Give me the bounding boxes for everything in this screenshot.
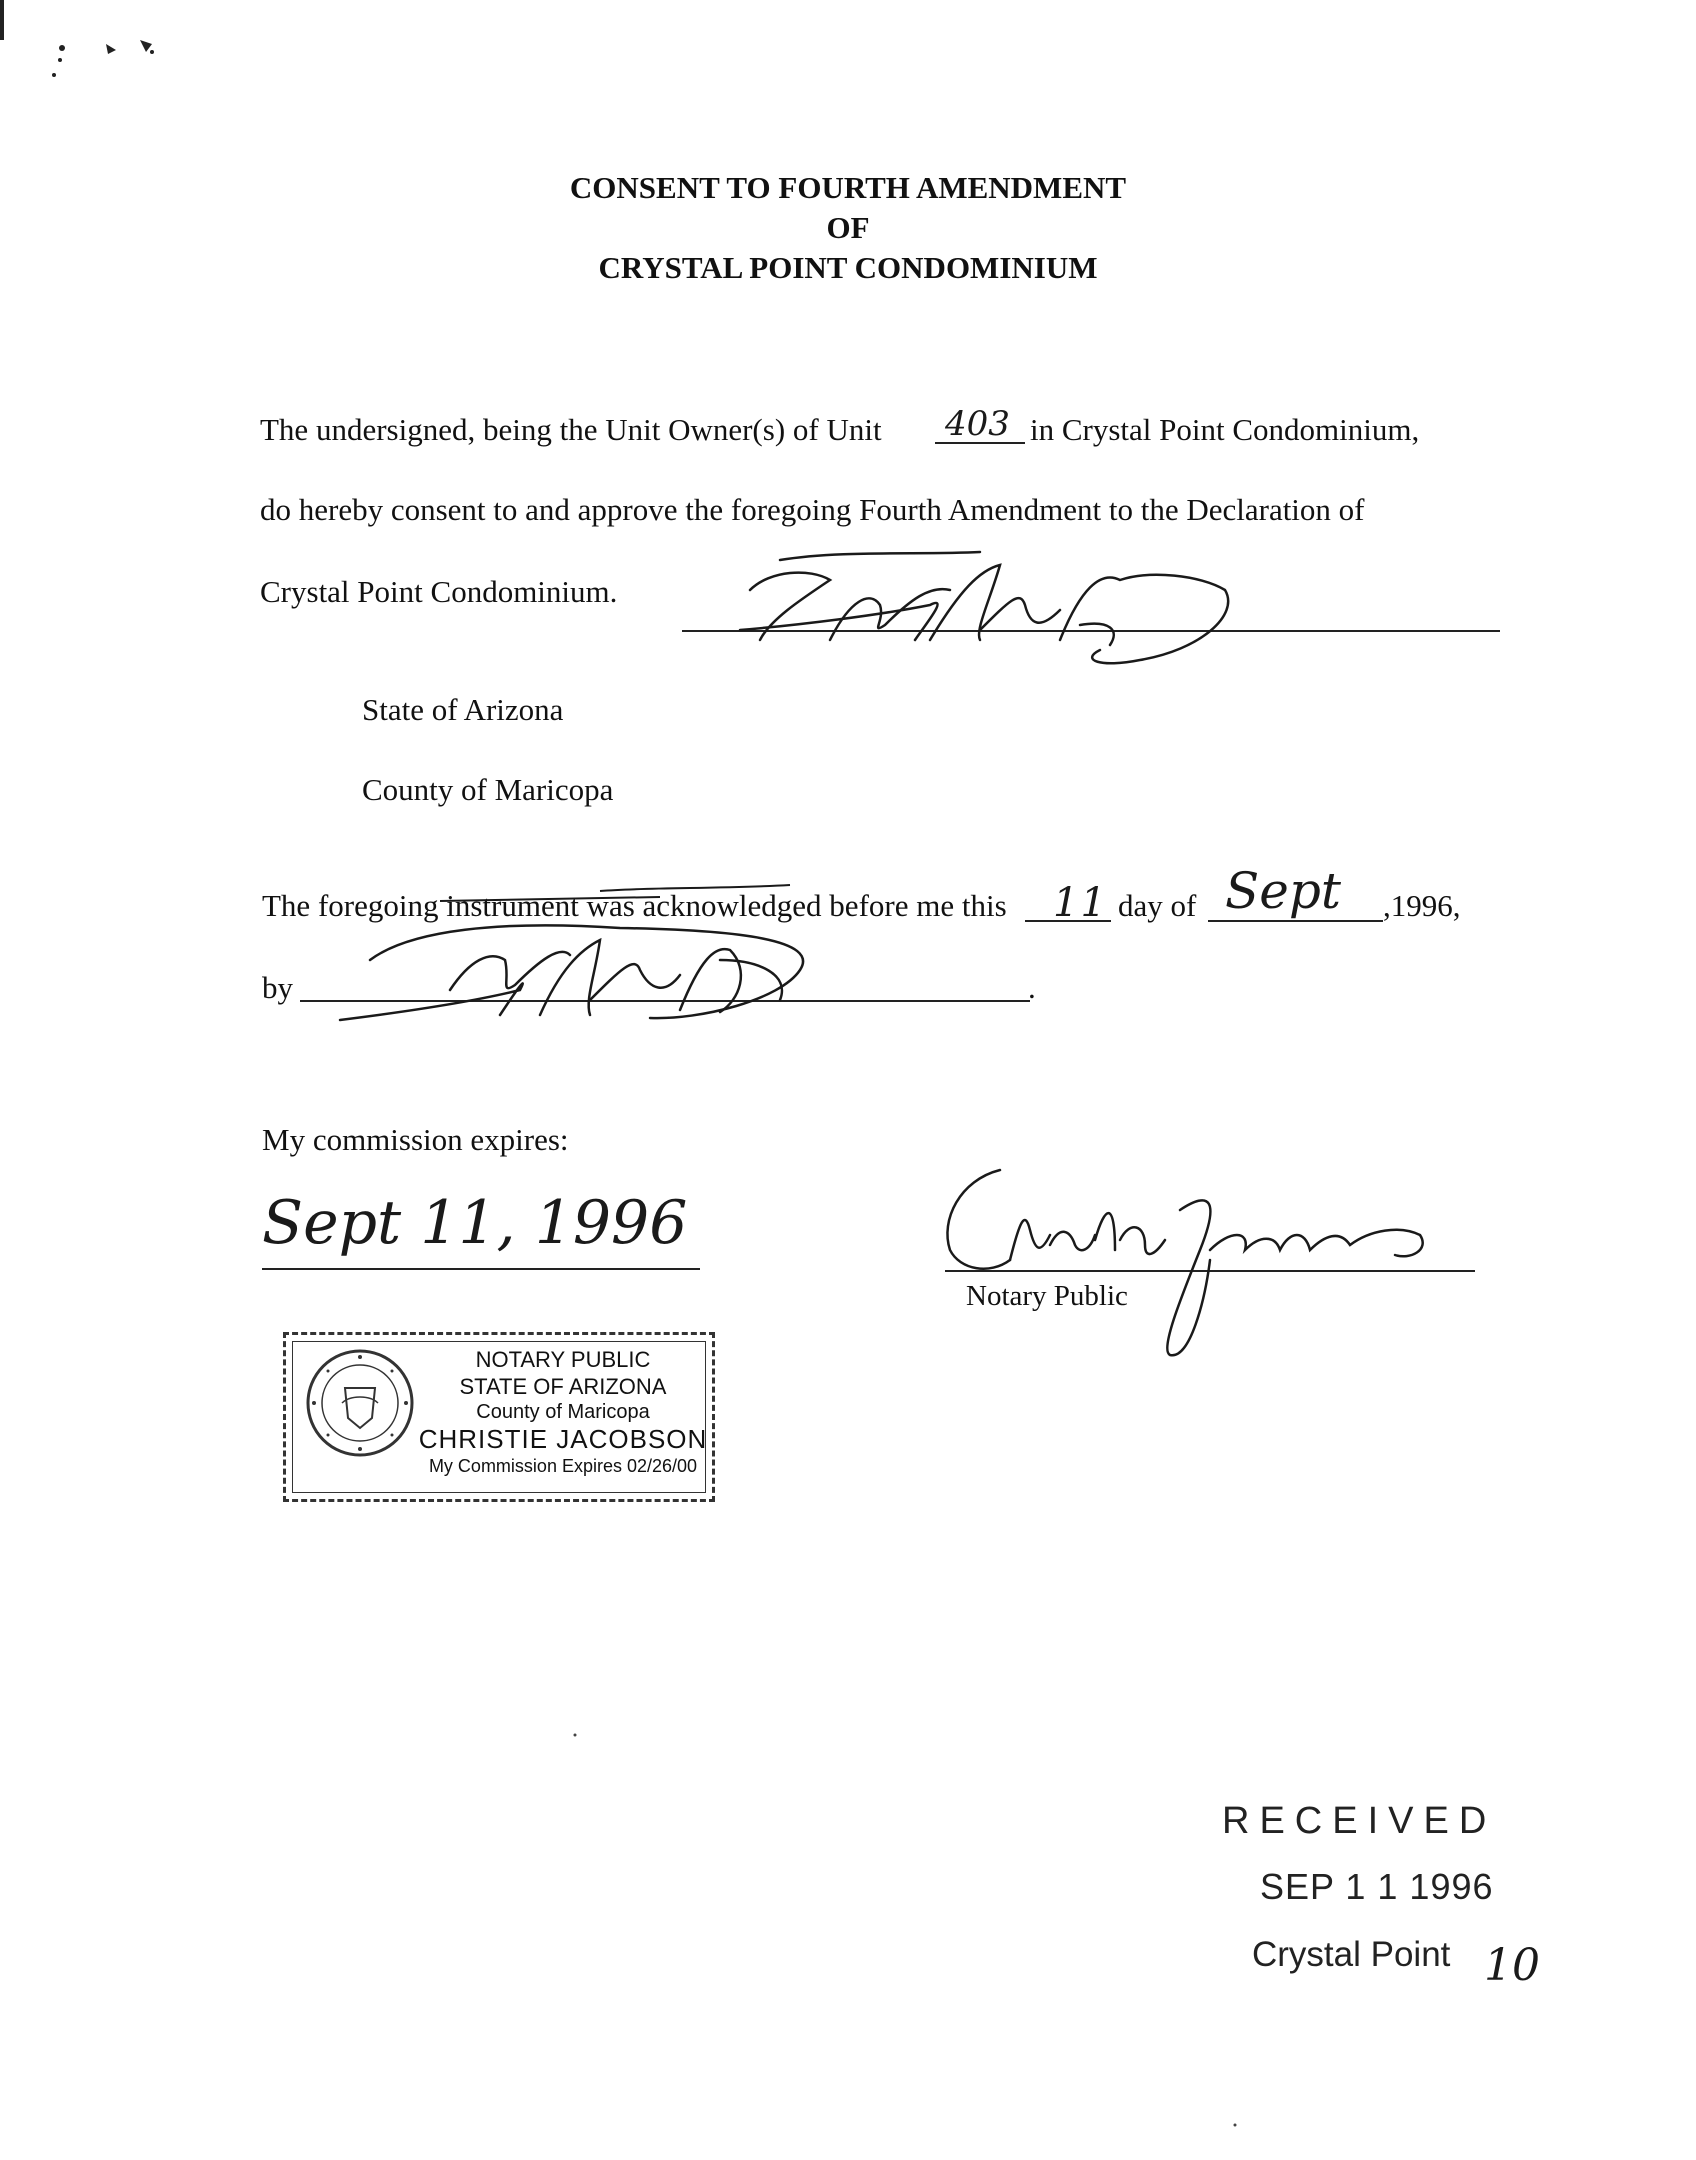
document-title-line-3: CRYSTAL POINT CONDOMINIUM [598,250,1098,285]
consent-line-1-suffix: in Crystal Point Condominium, [1030,412,1420,447]
unit-number-handwritten: 403 [945,404,1010,444]
consent-line-1-prefix: The undersigned, being the Unit Owner(s) of Unit [260,412,882,447]
acknowledgment-by: by [262,970,293,1005]
received-stamp-label: RECEIVED [1222,1800,1497,1842]
notary-signature [930,1150,1470,1370]
document-title-line-1: CONSENT TO FOURTH AMENDMENT [569,170,1127,205]
commission-date-handwritten: Sept 11, 1996 [262,1188,688,1258]
consent-line-3: Crystal Point Condominium. [260,574,618,609]
seal-notary-public: NOTARY PUBLIC [475,1347,651,1372]
consent-line-2: do hereby consent to and approve the foregoing Fourth Amendment to the Declaration of [260,492,1365,527]
scan-speck [570,1730,580,1740]
acknowledgment-year: ,1996, [1383,888,1461,923]
scan-speckles [40,30,170,90]
received-stamp-date: SEP 1 1 1996 [1260,1866,1494,1907]
document-title-line-2: OF [826,210,870,245]
acknowledgment-prefix: The foregoing instrument was acknowledged before me this [262,888,1007,923]
acknowledgment-period: . [1028,970,1036,1005]
received-stamp-handwritten-mark: 10 [1484,1940,1540,1991]
acknowledgment-day-handwritten: 11 [1053,880,1108,926]
acknowledgment-signature [320,900,880,1040]
venue-state: State of Arizona [362,692,564,727]
acknowledgment-month-handwritten: Sept [1225,862,1341,920]
scan-edge-mark [0,0,4,40]
seal-commission-expires: My Commission Expires 02/26/00 [428,1456,698,1476]
venue-county: County of Maricopa [362,772,614,807]
commission-date-line [262,1268,700,1270]
state-seal-icon [300,1343,420,1463]
notary-public-label: Notary Public [966,1282,1132,1311]
seal-notary-name: CHRISTIE JACOBSON [418,1424,708,1454]
acknowledgment-day-of: day of [1118,888,1197,923]
scan-speck [1230,2120,1240,2130]
seal-county: County of Maricopa [476,1401,650,1423]
acknowledgment-month-blank [1208,920,1383,922]
owner-signature [680,530,1240,680]
commission-expires-label: My commission expires: [262,1122,569,1157]
seal-state: STATE OF ARIZONA [459,1374,667,1399]
received-stamp-location: Crystal Point [1252,1935,1451,1974]
